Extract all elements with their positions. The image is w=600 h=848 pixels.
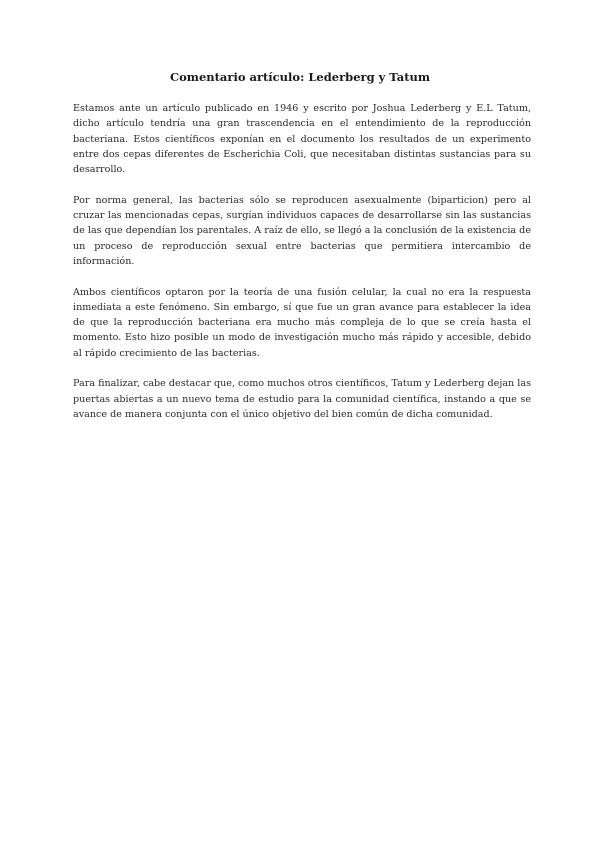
paragraph-1: Estamos ante un artículo publicado en 1946 y escrito por Joshua Lederberg y E.L Tatum, dicho artículo tendría una gran trascendencia en el entendimiento de la reproducción bacteriana. Estos científicos exponían en el documento los resultados de un experimento entre dos cepas diferentes de Escherichia Coli, que necesitaban distintas sustancias para su desarrollo. xyxy=(73,103,531,176)
document-body xyxy=(73,101,531,438)
paragraph-2: Por norma general, las bacterias sólo se reproducen asexualmente (biparticion) pero al cruzar las mencionadas cepas, surgían individuos capaces de desarrollarse sin las sustancias de las que dependían los parentales. A raíz de ello, se llegó a la conclusión de la existencia de un proceso de reproducción sexual entre bacterias que permitiera intercambio de información. xyxy=(73,194,531,267)
document-title: Comentario artículo: Lederberg y Tatum xyxy=(169,70,431,84)
paragraph-3: Ambos científicos optaron por la teoría de una fusión celular, la cual no era la respuesta inmediata a este fenómeno. Sin embargo, sí que fue un gran avance para establecer la idea de que la reproducción bacteriana era mucho más compleja de lo que se creía hasta el momento. Esto hizo posible un modo de investigación mucho más rápido y accesible, debido al rápido crecimiento de las bacterias. xyxy=(73,286,531,359)
paragraph-4: Para finalizar, cabe destacar que, como muchos otros científicos, Tatum y Lederberg dejan las puertas abiertas a un nuevo tema de estudio para la comunidad científica, instando a que se avance de manera conjunta con el único objetivo del bien común de dicha comunidad. xyxy=(73,378,531,420)
